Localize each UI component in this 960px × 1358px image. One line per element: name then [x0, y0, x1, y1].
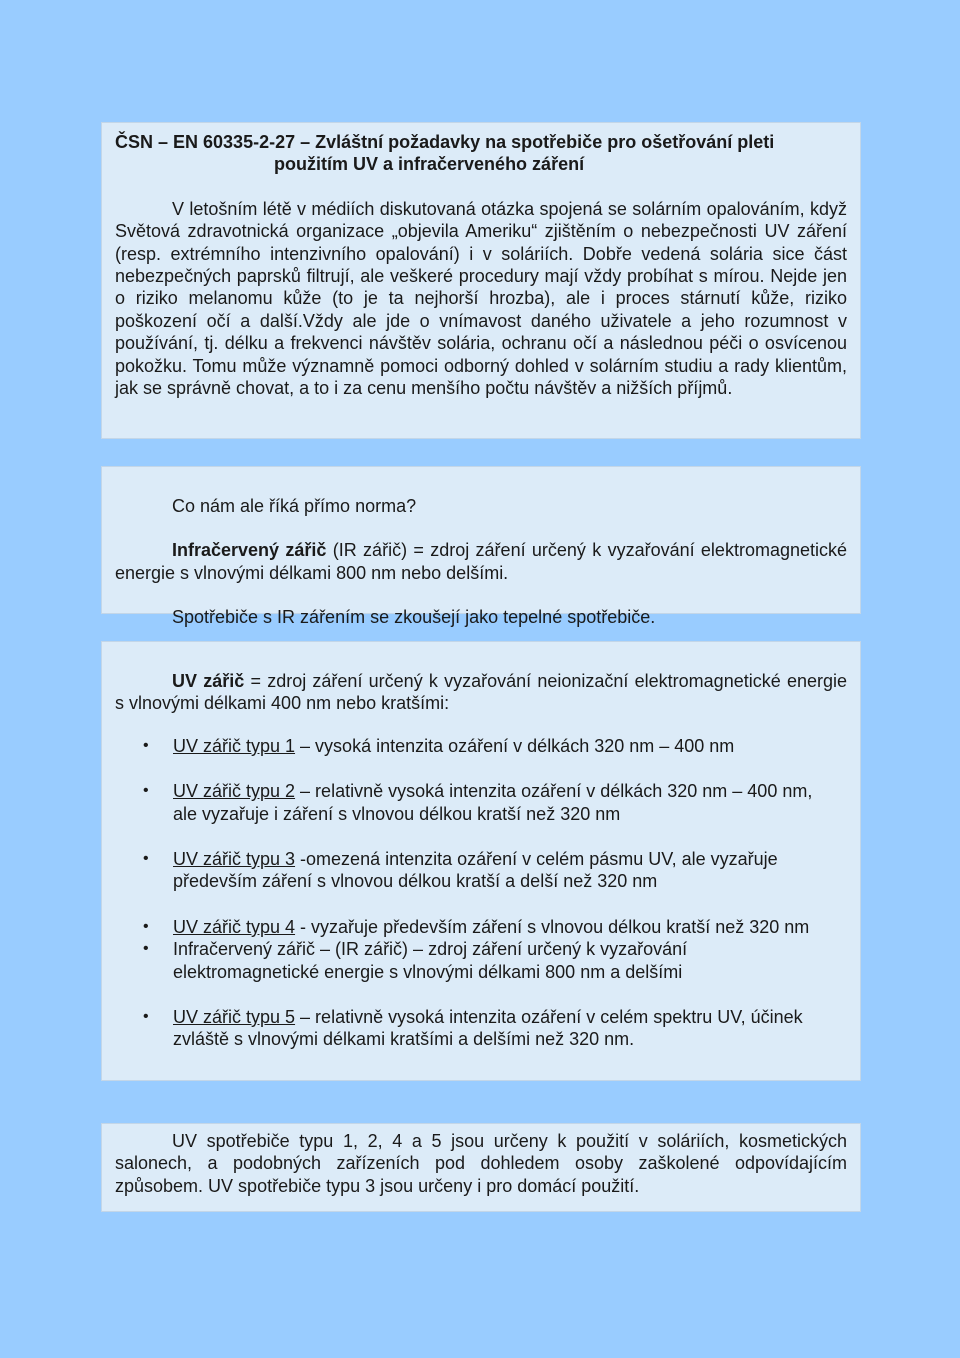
list-item — [115, 780, 847, 825]
list-item — [115, 916, 847, 938]
list-item — [115, 938, 847, 983]
uv-type-term: UV zářič typu 1 — [173, 735, 296, 756]
title-line-2: použitím UV a infračerveného záření — [274, 154, 585, 175]
norm-question: Co nám ale říká přímo norma? — [172, 496, 417, 516]
list-item — [115, 1006, 847, 1051]
title-line-1: ČSN – EN 60335-2-27 – Zvláštní požadavky na spotřebiče pro ošetřování pleti — [115, 132, 775, 152]
uv-type-text: – relativně vysoká intenzita ozáření v celém spektru UV, účinek zvláště s vlnovými délkami kratšími a delšími než 320 nm. — [173, 1007, 803, 1050]
usage-box — [101, 1123, 861, 1212]
uv-types-list — [115, 735, 847, 1051]
uv-term: UV zářič — [172, 671, 245, 691]
ir-testing-note: Spotřebiče s IR zářením se zkoušejí jako tepelné spotřebiče. — [172, 607, 656, 628]
uv-type-term: UV zářič typu 3 — [173, 849, 296, 870]
bullet-icon: • — [143, 782, 149, 800]
uv-definition — [115, 670, 847, 715]
ir-definition — [115, 539, 847, 584]
uv-type-text: – relativně vysoká intenzita ozáření v délkách 320 nm – 400 nm, ale vyzařuje i záření s vlnovou délkou kratší než 320 nm — [173, 781, 813, 824]
uv-type-text: -omezená intenzita ozáření v celém pásmu UV, ale vyzařuje především záření s vlnovou délkou kratší a delší než 320 nm — [173, 849, 778, 892]
uv-definition-text: = zdroj záření určený k vyzařování neionizační elektromagnetické energie s vlnovými délkami 400 nm nebo kratšími: — [115, 671, 847, 714]
bullet-icon: • — [143, 850, 149, 868]
usage-paragraph: UV spotřebiče typu 1, 2, 4 a 5 jsou určeny k použití v soláriích, kosmetických salonech, a podobných zařízeních pod dohledem osoby zaškolené odpovídajícím způsobem. UV spotřebiče typu 3 jsou určeny i pro domácí použití. — [115, 1131, 847, 1196]
ir-definition-box — [101, 466, 861, 628]
ir-type-text: Infračervený zářič – (IR zářič) – zdroj záření určený k vyzařování elektromagnetické energie s vlnovými délkami 800 nm a delšími — [173, 939, 688, 982]
list-item — [115, 735, 847, 757]
intro-paragraph: V letošním létě v médiích diskutovaná otázka spojená se solárním opalováním, když Světová zdravotnická organizace „objevila Ameriku“ zjištěním o nebezpečnosti UV záření (resp. extrémního intenzivního opalování) i v soláriích. Dobře vedená solária sice část nebezpečných paprsků filtrují, ale veškeré procedury mají vždy probíhat s mírou. Nejde jen o riziko melanomu kůže (to je ta nejhorší hrozba), ale i proces stárnutí kůže, riziko poškození očí a další.Vždy ale jde o vnímavost daného uživatele a jeho rozumnost v používání, tj. délku a frekvenci návštěv solária, ochranu očí a následnou péči o osvícenou pokožku. Tomu může významně pomoci odborný dohled v solárním studiu a rady klientům, jak se správně chovat, a to i za cenu menšího počtu návštěv a nižších příjmů. — [115, 198, 847, 399]
bullet-icon: • — [143, 917, 149, 935]
uv-type-term: UV zářič typu 4 — [173, 916, 296, 937]
document-title — [115, 131, 847, 176]
bullet-icon: • — [143, 1008, 149, 1026]
list-item — [115, 848, 847, 893]
uv-definition-box — [101, 641, 861, 1081]
ir-term: Infračervený zářič — [172, 540, 327, 561]
uv-type-text: – vysoká intenzita ozáření v délkách 320 nm – 400 nm — [295, 735, 735, 756]
uv-type-term: UV zářič typu 2 — [173, 781, 296, 802]
uv-type-term: UV zářič typu 5 — [173, 1007, 296, 1028]
bullet-icon: • — [143, 940, 149, 958]
intro-box — [101, 122, 861, 439]
bullet-icon: • — [143, 736, 149, 754]
uv-type-text: - vyzařuje především záření s vlnovou délkou kratší než 320 nm — [295, 916, 810, 937]
ir-definition-text: (IR zářič) = zdroj záření určený k vyzařování elektromagnetické energie s vlnovými délkami 800 nm nebo delšími. — [115, 540, 847, 583]
